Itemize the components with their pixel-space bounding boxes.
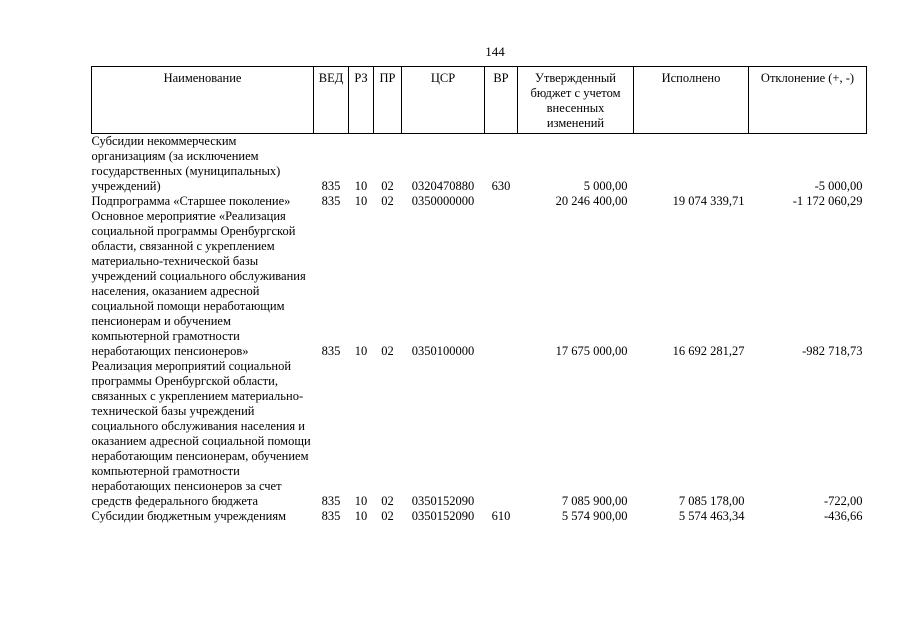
row-name: Основное мероприятие «Реализация социальной программы Оренбургской области, связанной с укреплением материально-технической базы учреждений социального обслуживания населения, оказанием адресной социальной помощи неработающим пенсионерам и обучением компьютерной грамотности неработающих пенсионеров» [91, 209, 306, 358]
row-approved: 5 574 900,00 [561, 509, 628, 523]
row-executed: 16 692 281,27 [672, 344, 745, 358]
row-csr: 0350100000 [411, 344, 475, 358]
row-pr: 02 [381, 344, 394, 358]
row-approved: 20 246 400,00 [555, 194, 628, 208]
row-csr: 0320470880 [411, 179, 475, 193]
row-executed [634, 134, 749, 195]
row-rz: 10 [354, 494, 368, 508]
row-vr [485, 359, 518, 509]
row-deviation: -982 718,73 [802, 344, 863, 358]
row-deviation: -722,00 [823, 494, 863, 508]
row-rz: 10 [354, 179, 368, 193]
header-csr: ЦСР [402, 67, 485, 134]
row-pr: 02 [381, 509, 394, 523]
row-name: Подпрограмма «Старшее поколение» [91, 194, 291, 208]
row-ved: 835 [321, 194, 341, 208]
row-ved: 835 [321, 509, 341, 523]
row-rz: 10 [354, 509, 368, 523]
row-pr: 02 [381, 494, 394, 508]
header-vr: ВР [485, 67, 518, 134]
row-approved: 7 085 900,00 [561, 494, 628, 508]
row-ved: 835 [321, 494, 341, 508]
row-name: Субсидии некоммерческим организациям (за исключением государственных (муниципальных) учреждений) [91, 134, 281, 193]
row-name: Реализация мероприятий социальной программы Оренбургской области, связанных с укреплением материально-технической базы учреждений социального обслуживания населения и оказанием адресной социальной помощи неработающим пенсионерам, обучением компьютерной грамотности неработающих пенсионеров за счет средств федерального бюджета [91, 359, 311, 508]
row-approved: 5 000,00 [583, 179, 628, 193]
table-row [92, 209, 867, 359]
header-approved: Утвержденный бюджет с учетом внесенных изменений [518, 67, 634, 134]
row-csr: 0350152090 [411, 509, 475, 523]
table-row [92, 509, 867, 524]
table-row [92, 134, 867, 195]
header-deviation: Отклонение (+, -) [749, 67, 867, 134]
header-rz: РЗ [349, 67, 374, 134]
row-name: Субсидии бюджетным учреждениям [91, 509, 287, 523]
row-approved: 17 675 000,00 [555, 344, 628, 358]
table-row [92, 194, 867, 209]
row-vr [485, 209, 518, 359]
row-executed: 19 074 339,71 [672, 194, 745, 208]
table-header-row [92, 67, 867, 134]
table-row [92, 359, 867, 509]
row-rz: 10 [354, 194, 368, 208]
header-pr: ПР [374, 67, 402, 134]
header-executed: Исполнено [634, 67, 749, 134]
row-executed: 7 085 178,00 [678, 494, 745, 508]
row-csr: 0350152090 [411, 494, 475, 508]
row-ved: 835 [321, 179, 341, 193]
page-number: 144 [485, 44, 505, 59]
row-deviation: -5 000,00 [814, 179, 863, 193]
header-ved: ВЕД [314, 67, 349, 134]
row-rz: 10 [354, 344, 368, 358]
row-vr: 630 [491, 179, 511, 193]
row-csr: 0350000000 [411, 194, 475, 208]
budget-table [91, 66, 867, 524]
row-vr: 610 [491, 509, 511, 523]
row-ved: 835 [321, 344, 341, 358]
row-vr [485, 194, 518, 209]
row-deviation: -436,66 [823, 509, 863, 523]
row-deviation: -1 172 060,29 [792, 194, 863, 208]
row-pr: 02 [381, 179, 394, 193]
header-name: Наименование [92, 67, 314, 134]
row-pr: 02 [381, 194, 394, 208]
row-executed: 5 574 463,34 [678, 509, 745, 523]
